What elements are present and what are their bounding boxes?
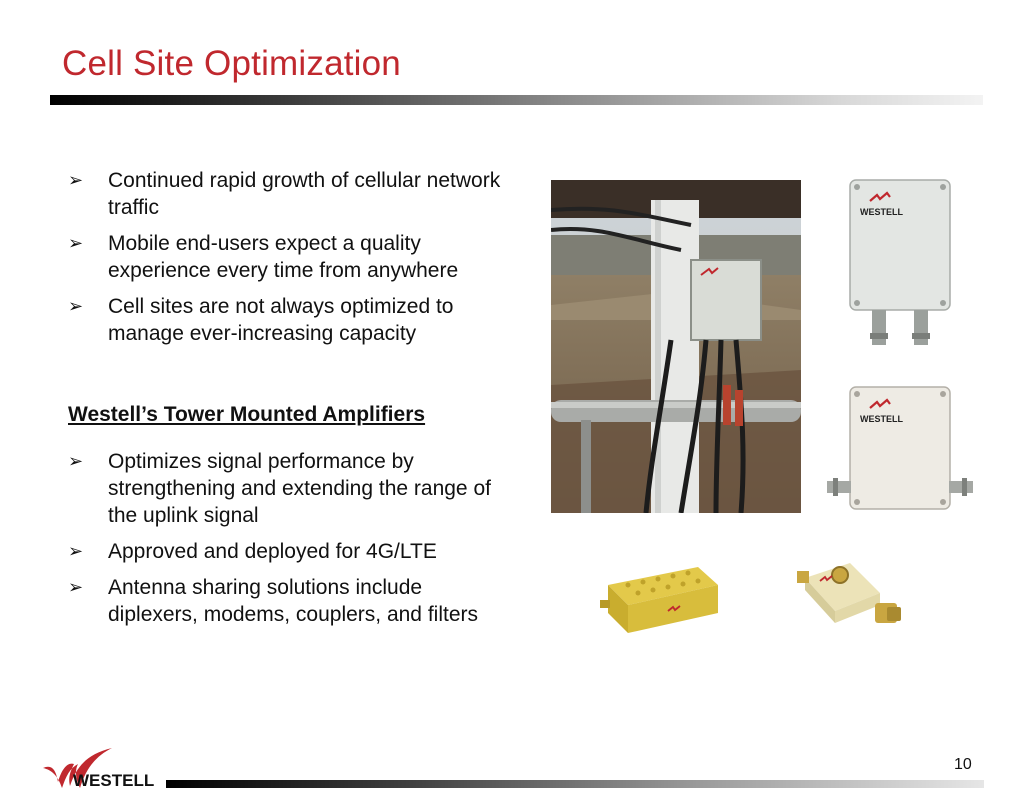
logo-text: WESTELL [73,771,155,790]
slide-title: Cell Site Optimization [62,44,401,83]
arrow-bullet-icon: ➢ [68,233,84,253]
bullet-text: Approved and deployed for 4G/LTE [108,540,437,563]
page-number: 10 [954,756,972,773]
title-divider [50,95,983,105]
arrow-bullet-icon: ➢ [68,577,84,597]
arrow-bullet-icon: ➢ [68,541,84,561]
bottom-bullet-list [68,448,508,637]
bullet-item [68,230,508,284]
bullet-text: Continued rapid growth of cellular network traffic [108,169,501,219]
arrow-bullet-icon: ➢ [68,170,84,190]
bullet-text: Optimizes signal performance by strengthening and extending the range of the uplink signal [108,450,491,527]
bullet-text: Cell sites are not always optimized to manage ever-increasing capacity [108,295,454,345]
bullet-item [68,538,508,565]
bullet-item [68,574,508,628]
footer-divider [166,780,984,788]
diplexer-filter-product [598,555,723,637]
section-subheading: Westell’s Tower Mounted Amplifiers [68,403,426,426]
bullet-text: Antenna sharing solutions include diplexers, modems, couplers, and filters [108,576,478,626]
amplifier-box-product [840,175,960,350]
bullet-item [68,448,508,529]
arrow-bullet-icon: ➢ [68,451,84,471]
coupler-product [795,553,905,638]
product-logo-text: WESTELL [860,414,903,424]
bullet-text: Mobile end-users expect a quality experience every time from anywhere [108,232,459,282]
product-logo-text: WESTELL [860,207,903,217]
amplifier-box-product [825,382,975,514]
bullet-item [68,167,508,221]
westell-logo [40,742,170,794]
arrow-bullet-icon: ➢ [68,296,84,316]
tower-amplifier-photo [551,180,801,513]
top-bullet-list [68,167,508,356]
bullet-item [68,293,508,347]
